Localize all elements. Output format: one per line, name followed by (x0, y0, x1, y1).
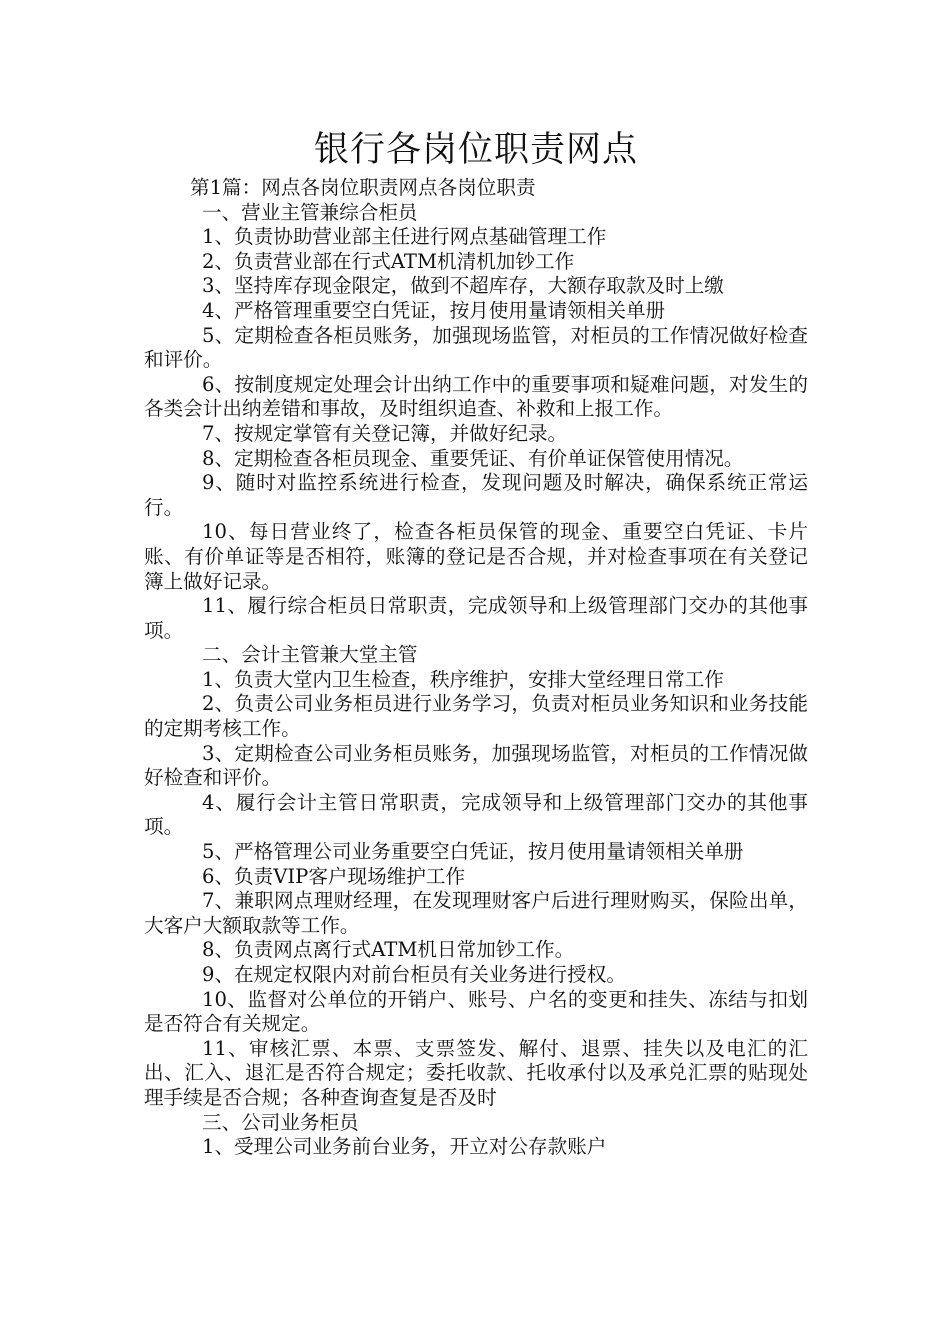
paragraph: 3、坚持库存现金限定，做到不超库存，大额存取款及时上缴 (202, 274, 724, 298)
document-page (144, 126, 808, 1160)
paragraph: 8、负责网点离行式ATM机日常加钞工作。 (202, 938, 575, 962)
paragraph: 6、负责VIP客户现场维护工作 (202, 864, 466, 888)
paragraph: 9、在规定权限内对前台柜员有关业务进行授权。 (202, 963, 626, 986)
paragraph: 2、负责营业部在行式ATM机清机加钞工作 (202, 249, 575, 273)
paragraph: 10、监督对公单位的开销户、账号、户名的变更和挂失、冻结与扣划是否符合有关规定。 (144, 987, 808, 1036)
paragraph: 5、严格管理公司业务重要空白凭证，按月使用量请领相关单册 (202, 840, 744, 864)
paragraph: 10、每日营业终了，检查各柜员保管的现金、重要空白凭证、卡片账、有价单证等是否相符，账簿的登记是否合规，并对检查事项在有关登记簿上做好记录。 (144, 520, 808, 593)
paragraph: 6、按制度规定处理会计出纳工作中的重要事项和疑难问题，对发生的各类会计出纳差错和事故，及时组织追查、补救和上报工作。 (144, 372, 808, 421)
paragraph: 11、履行综合柜员日常职责，完成领导和上级管理部门交办的其他事项。 (144, 594, 808, 642)
paragraph: 11、审核汇票、本票、支票签发、解付、退票、挂失以及电汇的汇出、汇入、退汇是否符合规定；委托收款、托收承付以及承兑汇票的贴现处理手续是否合规；各种查询查复是否及时 (144, 1036, 808, 1109)
section-heading: 二、会计主管兼大堂主管 (202, 643, 418, 667)
document-title: 银行各岗位职责网点 (313, 130, 638, 170)
paragraph: 4、履行会计主管日常职责，完成领导和上级管理部门交办的其他事项。 (144, 790, 808, 839)
paragraph: 1、负责大堂内卫生检查，秩序维护，安排大堂经理日常工作 (202, 667, 724, 691)
section-heading: 一、营业主管兼综合柜员 (202, 200, 418, 224)
paragraph: 3、定期检查公司业务柜员账务，加强现场监管，对柜员的工作情况做好检查和评价。 (144, 741, 808, 790)
section-heading: 三、公司业务柜员 (202, 1110, 359, 1134)
paragraph: 4、严格管理重要空白凭证，按月使用量请领相关单册 (202, 298, 666, 322)
paragraph: 2、负责公司业务柜员进行业务学习，负责对柜员业务知识和业务技能的定期考核工作。 (144, 692, 808, 741)
paragraph: 5、定期检查各柜员账务，加强现场监管，对柜员的工作情况做好检查和评价。 (144, 323, 808, 372)
paragraph: 1、受理公司业务前台业务，开立对公存款账户 (202, 1135, 607, 1159)
paragraph: 9、随时对监控系统进行检查，发现问题及时解决，确保系统正常运行。 (144, 471, 808, 519)
paragraph: 8、定期检查各柜员现金、重要凭证、有价单证保管使用情况。 (202, 446, 744, 470)
paragraph: 7、兼职网点理财经理，在发现理财客户后进行理财购买，保险出单，大客户大额取款等工作。 (144, 889, 808, 937)
document-subtitle: 第1篇：网点各岗位职责网点各岗位职责 (190, 176, 536, 199)
paragraph: 7、按规定掌管有关登记簿，并做好纪录。 (202, 421, 568, 445)
paragraph: 1、负责协助营业部主任进行网点基础管理工作 (202, 225, 607, 249)
document-body (144, 201, 808, 1160)
